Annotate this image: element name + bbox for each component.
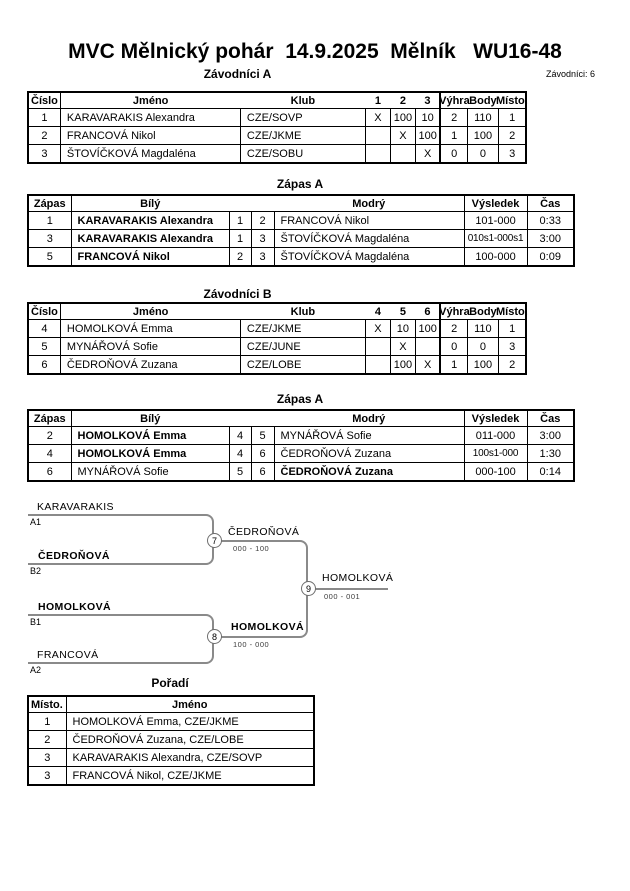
ranking-row: [28, 749, 314, 767]
match-row: 6 MYNÁŘOVÁ Sofie 5 6 ČEDROŇOVÁ Zuzana 000-100 0:14: [28, 463, 574, 482]
col-name: Jméno: [66, 696, 314, 713]
col-name: Jméno: [60, 303, 240, 320]
result: 010s1-000s1: [464, 230, 527, 248]
col-match: Zápas: [28, 410, 71, 427]
bracket-winner-name: HOMOLKOVÁ: [322, 572, 394, 584]
matches-a-title: Zápas A: [276, 177, 324, 191]
col-match: Zápas: [28, 195, 71, 212]
result: 101-000: [464, 212, 527, 230]
bracket-entry-name: FRANCOVÁ: [37, 649, 99, 661]
col-white: Bílý: [71, 410, 229, 427]
col-white: Bílý: [71, 195, 229, 212]
ranking-row: [28, 767, 314, 786]
rank-place: 1: [28, 713, 66, 731]
white-name: KARAVARAKIS Alexandra: [71, 212, 229, 230]
bracket-entry-name: HOMOLKOVÁ: [38, 601, 112, 613]
white-name: HOMOLKOVÁ Emma: [71, 427, 229, 445]
group-b-title: Závodníci B: [203, 287, 272, 301]
matches-b-title: Zápas A: [276, 392, 324, 406]
competitor-name: MYNÁŘOVÁ Sofie: [60, 338, 240, 356]
col-g1: 4: [365, 303, 390, 320]
col-place: Místo.: [498, 92, 526, 109]
bracket-entry-seed: B2: [30, 566, 42, 576]
table-header-row: [28, 410, 574, 427]
table-row: 6 ČEDROŇOVÁ Zuzana CZE/LOBE 100 X 1 100 2: [28, 356, 526, 375]
blue-name: ČEDROŇOVÁ Zuzana: [274, 445, 464, 463]
col-points: Body: [467, 303, 498, 320]
rank-place: 3: [28, 767, 66, 786]
table-header-row: [28, 303, 526, 320]
match-number-badge: 9: [301, 581, 316, 596]
bracket-entry-seed: B1: [30, 617, 42, 627]
col-g2: 2: [390, 92, 415, 109]
col-name: Jméno: [60, 92, 240, 109]
competitor-club: CZE/JKME: [240, 127, 365, 145]
ranking-title: Pořadí: [151, 676, 189, 690]
match-number-badge: 8: [207, 629, 222, 644]
matches-a-table: [27, 194, 575, 267]
time: 0:09: [527, 248, 574, 267]
time: 0:14: [527, 463, 574, 482]
bracket-entry-seed: A1: [30, 517, 42, 527]
time: 3:00: [527, 427, 574, 445]
col-wins: Výhra: [440, 92, 467, 109]
rank-name: FRANCOVÁ Nikol, CZE/JKME: [66, 767, 314, 786]
bracket-winner-name: HOMOLKOVÁ: [231, 621, 305, 633]
blue-name: MYNÁŘOVÁ Sofie: [274, 427, 464, 445]
result: 100-000: [464, 248, 527, 267]
rank-place: 2: [28, 731, 66, 749]
match-row: 1 KARAVARAKIS Alexandra 1 2 FRANCOVÁ Nikol 101-000 0:33: [28, 212, 574, 230]
col-g2: 5: [390, 303, 415, 320]
white-name: HOMOLKOVÁ Emma: [71, 445, 229, 463]
competitor-name: ČEDROŇOVÁ Zuzana: [60, 356, 240, 375]
match-row: 2 HOMOLKOVÁ Emma 4 5 MYNÁŘOVÁ Sofie 011-000 3:00: [28, 427, 574, 445]
ranking-row: [28, 731, 314, 749]
table-row: 4 HOMOLKOVÁ Emma CZE/JKME X 10 100 2 110 1: [28, 320, 526, 338]
bracket-entry-seed: A2: [30, 665, 42, 675]
bracket-winner-name: ČEDROŇOVÁ: [228, 526, 300, 538]
result: 000-100: [464, 463, 527, 482]
group-a-title: Závodníci A: [203, 67, 272, 81]
competitors-b-table: [27, 302, 527, 375]
col-result: Výsledek: [464, 195, 527, 212]
competitor-club: CZE/JUNE: [240, 338, 365, 356]
table-row: 3 ŠTOVÍČKOVÁ Magdaléna CZE/SOBU X 0 0 3: [28, 145, 526, 164]
col-points: Body: [467, 92, 498, 109]
competitor-club: CZE/LOBE: [240, 356, 365, 375]
col-place: Místo.: [498, 303, 526, 320]
table-row: 2 FRANCOVÁ Nikol CZE/JKME X 100 1 100 2: [28, 127, 526, 145]
rank-name: HOMOLKOVÁ Emma, CZE/JKME: [66, 713, 314, 731]
col-time: Čas: [527, 195, 574, 212]
white-name: FRANCOVÁ Nikol: [71, 248, 229, 267]
col-blue: Modrý: [274, 410, 464, 427]
page-title: MVC Mělnický pohár 14.9.2025 Mělník WU16-48: [68, 40, 562, 63]
col-g3: 3: [415, 92, 440, 109]
bracket-match-score: 000 - 001: [324, 592, 361, 601]
competitors-count: Závodníci: 6: [545, 69, 595, 79]
time: 0:33: [527, 212, 574, 230]
match-row: 5 FRANCOVÁ Nikol 2 3 ŠTOVÍČKOVÁ Magdaléna 100-000 0:09: [28, 248, 574, 267]
match-row: 4 HOMOLKOVÁ Emma 4 6 ČEDROŇOVÁ Zuzana 100s1-000 1:30: [28, 445, 574, 463]
competitors-a-table: [27, 91, 527, 164]
rank-place: 3: [28, 749, 66, 767]
col-place: Místo.: [28, 696, 66, 713]
ranking-table: [27, 695, 315, 786]
bracket-match-score: 000 - 100: [233, 544, 270, 553]
col-g1: 1: [365, 92, 390, 109]
result: 011-000: [464, 427, 527, 445]
col-result: Výsledek: [464, 410, 527, 427]
table-header-row: [28, 696, 314, 713]
rank-name: ČEDROŇOVÁ Zuzana, CZE/LOBE: [66, 731, 314, 749]
table-header-row: [28, 92, 526, 109]
blue-name: ŠTOVÍČKOVÁ Magdaléna: [274, 230, 464, 248]
time: 1:30: [527, 445, 574, 463]
white-name: MYNÁŘOVÁ Sofie: [71, 463, 229, 482]
matches-b-table: [27, 409, 575, 482]
blue-name: ČEDROŇOVÁ Zuzana: [274, 463, 464, 482]
competitor-club: CZE/SOVP: [240, 109, 365, 127]
competitor-club: CZE/SOBU: [240, 145, 365, 164]
table-header-row: [28, 195, 574, 212]
col-wins: Výhra: [440, 303, 467, 320]
time: 3:00: [527, 230, 574, 248]
finals-bracket: [27, 500, 457, 680]
bracket-match-score: 100 - 000: [233, 640, 270, 649]
col-no: Číslo: [28, 303, 60, 320]
col-g3: 6: [415, 303, 440, 320]
rank-name: KARAVARAKIS Alexandra, CZE/SOVP: [66, 749, 314, 767]
white-name: KARAVARAKIS Alexandra: [71, 230, 229, 248]
col-no: Číslo: [28, 92, 60, 109]
ranking-row: [28, 713, 314, 731]
table-row: 5 MYNÁŘOVÁ Sofie CZE/JUNE X 0 0 3: [28, 338, 526, 356]
col-time: Čas: [527, 410, 574, 427]
competitor-name: ŠTOVÍČKOVÁ Magdaléna: [60, 145, 240, 164]
col-club: Klub: [240, 92, 365, 109]
blue-name: ŠTOVÍČKOVÁ Magdaléna: [274, 248, 464, 267]
competitor-club: CZE/JKME: [240, 320, 365, 338]
result: 100s1-000: [464, 445, 527, 463]
table-row: 1 KARAVARAKIS Alexandra CZE/SOVP X 100 10 2 110 1: [28, 109, 526, 127]
bracket-connector: [308, 588, 388, 590]
match-number-badge: 7: [207, 533, 222, 548]
bracket-entry-name: ČEDROŇOVÁ: [38, 550, 110, 562]
blue-name: FRANCOVÁ Nikol: [274, 212, 464, 230]
competitor-name: FRANCOVÁ Nikol: [60, 127, 240, 145]
col-club: Klub: [240, 303, 365, 320]
match-row: 3 KARAVARAKIS Alexandra 1 3 ŠTOVÍČKOVÁ Magdaléna 010s1-000s1 3:00: [28, 230, 574, 248]
bracket-entry-name: KARAVARAKIS: [37, 501, 114, 513]
competitor-name: KARAVARAKIS Alexandra: [60, 109, 240, 127]
col-blue: Modrý: [274, 195, 464, 212]
competitor-name: HOMOLKOVÁ Emma: [60, 320, 240, 338]
